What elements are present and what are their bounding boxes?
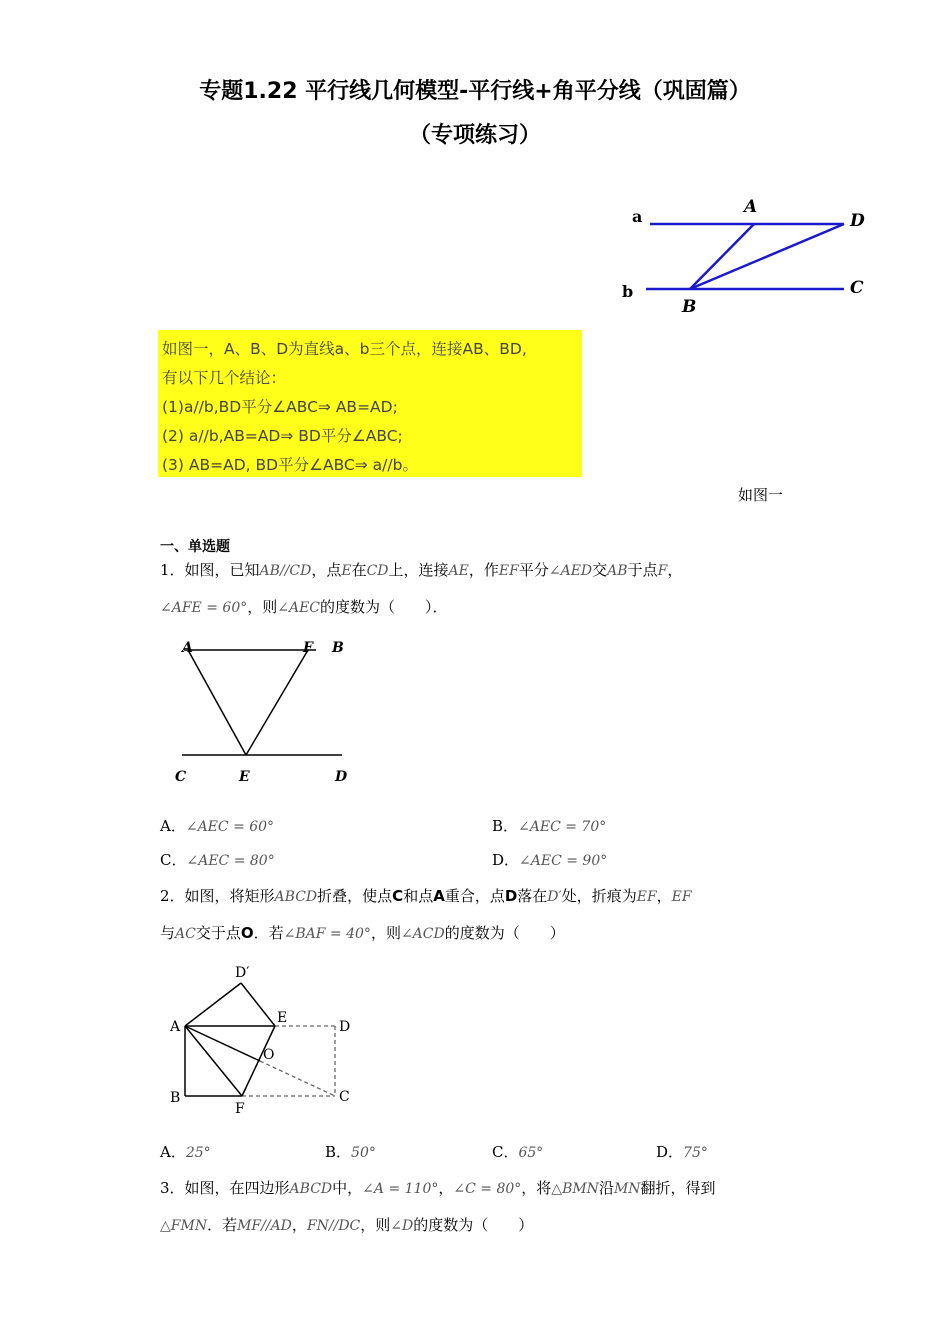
q3-math: ∠C = 80° [453,1181,522,1197]
q3-text: 中， [332,1179,363,1197]
q1-text: 在 [351,561,367,579]
q2-stem-line2 [160,922,565,943]
q3-stem-line1 [160,1177,716,1198]
q2-option-a[interactable] [160,1141,211,1162]
q2-text: ．若 [253,924,284,942]
q3-math: ABCD [289,1181,333,1197]
conclusion-line-4: (2) a//b,AB=AD⇒ BD平分∠ABC; [162,427,403,445]
conclusion-line-3: (1)a//b,BD平分∠ABC⇒ AB=AD; [162,398,398,416]
q2-math: EF [636,889,657,905]
option-letter: A． [160,817,186,835]
q1-text: ，作 [468,561,499,579]
segment-ae [188,650,246,755]
option-letter: B． [325,1143,352,1161]
q3-text: 翻折，得到 [640,1179,716,1197]
q2-text: ，则 [370,924,401,942]
option-value: ∠AEC = 60° [185,819,275,835]
conclusion-line-1: 如图一，A、B、D为直线a、b三个点，连接AB、BD, [162,340,527,358]
q3-text: ， [438,1179,454,1197]
label-C: C [850,278,864,298]
q1-math: ∠AED [548,563,593,579]
q1-stem-line1 [160,559,682,580]
q3-math: FN//DC [306,1218,361,1234]
q3-text: ， [291,1216,307,1234]
q2-text: 折叠，使点 [317,887,393,905]
label-D-prime: D′ [235,965,250,981]
q3-text: 的度数为（ ） [413,1216,534,1234]
q3-math: △BMN [551,1181,599,1197]
figure-one-caption: 如图一 [738,486,784,504]
q1-math: F [657,563,668,579]
label-D: D [339,1019,351,1035]
q2-math: D′ [547,889,562,905]
q1-math: ∠AEC [277,600,321,616]
q1-math: AB [607,563,628,579]
label-A: A [744,197,758,217]
q3-text: ，将 [521,1179,552,1197]
label-E: E [277,1010,288,1026]
q1-math: ∠AFE = 60° [160,600,248,616]
page-subtitle: （专项练习） [408,123,541,148]
q1-text: ， [667,561,683,579]
q1-option-c[interactable] [160,849,275,870]
q3-math: ∠D [390,1218,414,1234]
label-F: F [235,1101,245,1117]
label-C: C [339,1089,350,1105]
q2-point: A [433,887,445,905]
q1-text: 交 [592,561,608,579]
q1-math: AB//CD [259,563,312,579]
q2-text: 的度数为（ ） [444,924,565,942]
segment-ef [246,650,308,755]
q1-stem-line2 [160,596,448,617]
q1-text: 于点 [627,561,658,579]
option-letter: D． [492,851,520,869]
q2-text: 和点 [403,887,434,905]
label-A: A [170,1019,181,1035]
q3-text: ，则 [360,1216,391,1234]
page-title: 专题1.22 平行线几何模型-平行线+角平分线（巩固篇） [199,79,751,104]
q3-math: △FMN [160,1218,208,1234]
q3-math: MN [613,1181,641,1197]
option-letter: B． [492,817,519,835]
option-value: ∠AEC = 80° [186,853,275,869]
q1-option-b[interactable] [492,815,606,836]
segment-ao [185,1026,260,1061]
q2-text: 与 [160,924,176,942]
q2-text: 落在 [517,887,548,905]
conclusion-line-2: 有以下几个结论： [162,369,287,387]
q2-option-b[interactable] [325,1141,376,1162]
q1-diagram [170,632,360,792]
q2-math: EF [671,889,692,905]
q1-text: 平分 [518,561,549,579]
q2-text: 2．如图，将矩形 [160,887,275,905]
q2-text: ， [656,887,672,905]
label-O: O [263,1047,275,1063]
label-A: A [182,640,193,656]
q2-point: D [504,887,518,905]
q2-math: ∠ACD [400,926,445,942]
option-value: 25° [185,1145,211,1161]
q1-text: 的度数为（ ）． [320,598,448,616]
option-letter: C． [492,1143,519,1161]
label-B: B [682,297,697,317]
q3-stem-line2 [160,1214,533,1235]
q1-math: EF [498,563,519,579]
label-C: C [175,769,187,785]
label-F: F [303,640,313,656]
q2-stem-line1 [160,885,692,906]
q1-text: ，则 [247,598,278,616]
q1-math: E [341,563,352,579]
label-B: B [170,1090,181,1106]
q2-option-d[interactable] [656,1141,708,1162]
q3-text: ．若 [207,1216,238,1234]
q2-math: AC [175,926,196,942]
conclusion-line-5: (3) AB=AD, BD平分∠ABC⇒ a//b。 [162,456,418,474]
q2-math: ABCD [274,889,318,905]
q3-text: 3．如图，在四边形 [160,1179,290,1197]
option-letter: D． [656,1143,684,1161]
segment-d1e [241,983,275,1026]
option-value: 75° [683,1145,708,1161]
option-letter: C． [160,851,187,869]
option-value: ∠AEC = 70° [518,819,607,835]
q3-math: ∠A = 110° [362,1181,439,1197]
segment-af [185,1026,242,1096]
q2-diagram [165,958,365,1123]
q1-option-a[interactable] [160,815,274,836]
section-heading: 一、单选题 [160,539,230,555]
q1-math: CD [366,563,389,579]
dashed-oc [260,1061,335,1096]
q2-text: 重合，点 [444,887,505,905]
label-D: D [850,211,865,231]
q1-text: 上，连接 [388,561,449,579]
label-D: D [335,769,348,785]
label-E: E [239,769,250,785]
label-b: b [622,282,634,301]
segment-ad1 [185,983,241,1026]
figure-one-diagram [610,190,880,320]
q1-text: 1．如图，已知 [160,561,260,579]
q2-text: 处，折痕为 [561,887,637,905]
q2-text: 交于点 [195,924,241,942]
option-value: ∠AEC = 90° [519,853,608,869]
label-B: B [332,640,344,656]
segment-bd [690,224,844,289]
q2-math: ∠BAF = 40° [283,926,371,942]
q1-option-d[interactable] [492,849,607,870]
q1-math: AE [448,563,469,579]
segment-ab [690,224,754,289]
q2-option-c[interactable] [492,1141,543,1162]
option-value: 65° [518,1145,544,1161]
q1-text: ，点 [311,561,342,579]
conclusion-box [158,330,582,477]
q2-point: O [240,924,254,942]
option-value: 50° [351,1145,376,1161]
q3-math: MF//AD [237,1218,292,1234]
q2-point: C [392,887,404,905]
q3-text: 沿 [598,1179,614,1197]
option-letter: A． [160,1143,186,1161]
label-a: a [632,207,643,226]
